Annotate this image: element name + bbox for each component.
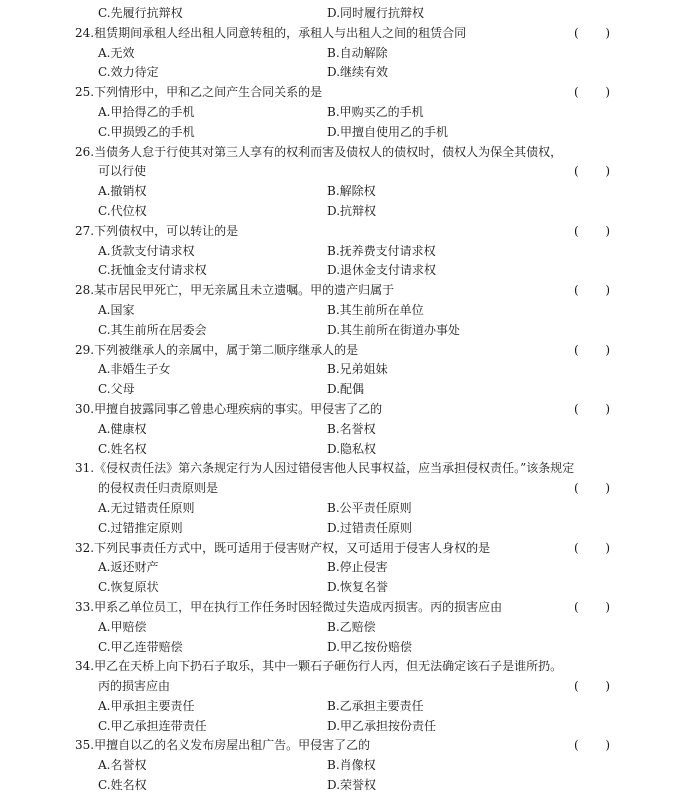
paren-close: ) — [605, 679, 610, 694]
answer-parentheses — [574, 598, 610, 618]
paren-close: ) — [605, 401, 610, 416]
option-d: D.其生前所在街道办事处 — [327, 322, 461, 337]
answer-parentheses — [574, 539, 610, 559]
option-b: B.肖像权 — [327, 758, 376, 773]
option-row — [0, 103, 688, 123]
question-text — [75, 736, 370, 756]
option-row — [0, 360, 688, 380]
question-stem: 下列债权中，可以转让的是 — [94, 223, 239, 238]
option-d: D.甲擅自使用乙的手机 — [327, 124, 449, 139]
paren-close: ) — [605, 599, 610, 614]
question-text — [75, 539, 490, 559]
option-c: C.姓名权 — [98, 778, 147, 793]
paren-close: ) — [605, 85, 610, 100]
question-stem: 某市居民甲死亡，甲无亲属且未立遗嘱。甲的遗产归属于 — [94, 283, 395, 298]
option-a: A.国家 — [98, 302, 135, 317]
option-b: B.兄弟姐妹 — [327, 362, 388, 377]
paren-open: ( — [574, 481, 579, 496]
option-row — [0, 261, 688, 281]
option-a: A.无过错责任原则 — [98, 500, 195, 515]
question-block — [0, 341, 688, 400]
question-text — [75, 400, 382, 420]
paren-open: ( — [574, 164, 579, 179]
question-continuation — [0, 677, 688, 697]
question-line — [0, 143, 688, 163]
question-stem: 《侵权责任法》第六条规定行为人因过错侵害他人民事权益，应当承担侵权责任。”该条规定 — [94, 461, 575, 476]
question-block — [0, 83, 688, 142]
option-row — [0, 182, 688, 202]
option-a: A.甲承担主要责任 — [98, 698, 195, 713]
option-d: D.同时履行抗辩权 — [327, 6, 425, 20]
option-a: A.甲拾得乙的手机 — [98, 104, 195, 119]
option-row — [0, 123, 688, 143]
option-c: C.抚恤金支付请求权 — [98, 263, 207, 278]
option-d: D.荣誉权 — [327, 778, 377, 793]
option-b: B.解除权 — [327, 184, 376, 199]
question-number: 32. — [75, 540, 95, 555]
option-row — [0, 4, 688, 24]
question-text — [75, 143, 562, 163]
option-row — [0, 638, 688, 658]
question-line — [0, 459, 688, 479]
question-stem: 租赁期间承租人经出租人同意转租的，承租人与出租人之间的租赁合同 — [94, 25, 467, 40]
option-b: B.停止侵害 — [327, 560, 388, 575]
option-a: A.甲赔偿 — [98, 619, 147, 634]
question-stem: 甲系乙单位员工，甲在执行工作任务时因轻微过失造成丙损害。丙的损害应由 — [94, 599, 503, 614]
option-a: A.返还财产 — [98, 560, 159, 575]
paren-open: ( — [574, 85, 579, 100]
option-b: B.公平责任原则 — [327, 500, 412, 515]
question-block — [0, 539, 688, 598]
option-b: B.乙赔偿 — [327, 619, 376, 634]
option-row — [0, 618, 688, 638]
question-line — [0, 736, 688, 756]
option-row — [0, 301, 688, 321]
option-a: A.名誉权 — [98, 758, 147, 773]
question-text — [75, 83, 322, 103]
answer-parentheses — [574, 24, 610, 44]
paren-open: ( — [574, 283, 579, 298]
option-a: A.撤销权 — [98, 184, 147, 199]
option-c: C.其生前所在居委会 — [98, 322, 207, 337]
option-d: D.甲乙承担按份责任 — [327, 718, 437, 733]
option-c: C.先履行抗辩权 — [98, 6, 183, 20]
question-continuation — [0, 479, 688, 499]
question-number: 35. — [75, 738, 95, 753]
answer-parentheses — [574, 677, 610, 697]
paren-close: ) — [605, 283, 610, 298]
option-row — [0, 519, 688, 539]
question-block — [0, 400, 688, 459]
option-c: C.过错推定原则 — [98, 520, 183, 535]
question-block — [0, 281, 688, 340]
question-block — [0, 736, 688, 795]
question-stem: 下列民事责任方式中，既可适用于侵害财产权，又可适用于侵害人身权的是 — [94, 540, 491, 555]
paren-open: ( — [574, 540, 579, 555]
option-b: B.甲购买乙的手机 — [327, 104, 424, 119]
question-line — [0, 83, 688, 103]
option-d: D.配偶 — [327, 382, 365, 397]
option-c: C.甲损毁乙的手机 — [98, 124, 195, 139]
option-d: D.退休金支付请求权 — [327, 263, 437, 278]
paren-close: ) — [605, 164, 610, 179]
question-stem: 下列被继承人的亲属中，属于第二顺序继承人的是 — [94, 342, 359, 357]
option-a: A.非婚生子女 — [98, 362, 171, 377]
paren-open: ( — [574, 401, 579, 416]
question-number: 30. — [75, 401, 95, 416]
paren-close: ) — [605, 25, 610, 40]
option-c: C.甲乙承担连带责任 — [98, 718, 207, 733]
option-a: A.无效 — [98, 45, 135, 60]
option-c: C.代位权 — [98, 203, 147, 218]
question-stem-continued: 丙的损害应由 — [98, 679, 171, 694]
question-block — [0, 143, 688, 222]
question-number: 33. — [75, 599, 95, 614]
question-block — [0, 24, 688, 83]
option-row — [0, 697, 688, 717]
option-b: B.名誉权 — [327, 421, 376, 436]
option-row — [0, 380, 688, 400]
question-line — [0, 539, 688, 559]
question-stem: 甲擅自以乙的名义发布房屋出租广告。甲侵害了乙的 — [94, 738, 371, 753]
answer-parentheses — [574, 400, 610, 420]
option-c: C.甲乙连带赔偿 — [98, 639, 183, 654]
paren-close: ) — [605, 223, 610, 238]
question-number: 34. — [75, 659, 95, 674]
option-d: D.恢复名誉 — [327, 580, 389, 595]
question-text — [75, 281, 394, 301]
question-line — [0, 24, 688, 44]
paren-close: ) — [605, 738, 610, 753]
question-number: 27. — [75, 223, 95, 238]
answer-parentheses — [574, 479, 610, 499]
option-b: B.自动解除 — [327, 45, 388, 60]
question-number: 24. — [75, 25, 95, 40]
answer-parentheses — [574, 736, 610, 756]
question-text — [75, 459, 574, 479]
option-c: C.父母 — [98, 382, 135, 397]
question-stem: 甲擅自披露同事乙曾患心理疾病的事实。甲侵害了乙的 — [94, 401, 383, 416]
question-list — [0, 24, 688, 796]
question-text — [75, 657, 562, 677]
option-row — [0, 776, 688, 796]
question-stem-continued: 的侵权责任归责原则是 — [98, 481, 219, 496]
question-block — [0, 222, 688, 281]
answer-parentheses — [574, 222, 610, 242]
option-d: D.抗辩权 — [327, 203, 377, 218]
question-block — [0, 657, 688, 736]
option-row — [0, 558, 688, 578]
option-row — [0, 440, 688, 460]
question-text — [75, 222, 238, 242]
option-c: C.效力待定 — [98, 65, 159, 80]
option-row — [0, 756, 688, 776]
question-block — [0, 598, 688, 657]
paren-open: ( — [574, 679, 579, 694]
option-c: C.恢复原状 — [98, 580, 159, 595]
question-block — [0, 459, 688, 538]
question-line — [0, 281, 688, 301]
paren-close: ) — [605, 342, 610, 357]
option-d: D.继续有效 — [327, 65, 389, 80]
option-d: D.隐私权 — [327, 441, 377, 456]
question-line — [0, 657, 688, 677]
option-row — [0, 717, 688, 737]
option-b: B.乙承担主要责任 — [327, 698, 424, 713]
question-text — [75, 598, 502, 618]
question-line — [0, 341, 688, 361]
question-stem-continued: 可以行使 — [98, 164, 147, 179]
question-continuation — [0, 162, 688, 182]
option-a: A.健康权 — [98, 421, 147, 436]
paren-close: ) — [605, 481, 610, 496]
answer-parentheses — [574, 281, 610, 301]
question-number: 25. — [75, 85, 95, 100]
question-number: 31. — [75, 461, 95, 476]
option-c: C.姓名权 — [98, 441, 147, 456]
option-row — [0, 499, 688, 519]
option-row — [0, 202, 688, 222]
question-stem: 当债务人怠于行使其对第三人享有的权利而害及债权人的债权时，债权人为保全其债权， — [94, 144, 563, 159]
question-number: 28. — [75, 283, 95, 298]
option-d: D.甲乙按份赔偿 — [327, 639, 413, 654]
answer-parentheses — [574, 341, 610, 361]
paren-open: ( — [574, 599, 579, 614]
question-number: 26. — [75, 144, 95, 159]
question-text — [75, 341, 358, 361]
answer-parentheses — [574, 162, 610, 182]
option-row — [0, 321, 688, 341]
question-line — [0, 598, 688, 618]
question-text — [75, 24, 466, 44]
answer-parentheses — [574, 83, 610, 103]
option-row — [0, 242, 688, 262]
paren-close: ) — [605, 540, 610, 555]
question-stem: 甲乙在天桥上向下扔石子取乐，其中一颗石子砸伤行人丙，但无法确定该石子是谁所扔。 — [94, 659, 563, 674]
option-row — [0, 63, 688, 83]
question-number: 29. — [75, 342, 95, 357]
option-row — [0, 420, 688, 440]
paren-open: ( — [574, 738, 579, 753]
paren-open: ( — [574, 223, 579, 238]
option-a: A.货款支付请求权 — [98, 243, 195, 258]
option-row — [0, 44, 688, 64]
option-b: B.抚养费支付请求权 — [327, 243, 436, 258]
option-row — [0, 578, 688, 598]
paren-open: ( — [574, 25, 579, 40]
option-d: D.过错责任原则 — [327, 520, 413, 535]
option-b: B.其生前所在单位 — [327, 302, 424, 317]
question-line — [0, 400, 688, 420]
paren-open: ( — [574, 342, 579, 357]
question-line — [0, 222, 688, 242]
question-stem: 下列情形中，甲和乙之间产生合同关系的是 — [94, 85, 323, 100]
